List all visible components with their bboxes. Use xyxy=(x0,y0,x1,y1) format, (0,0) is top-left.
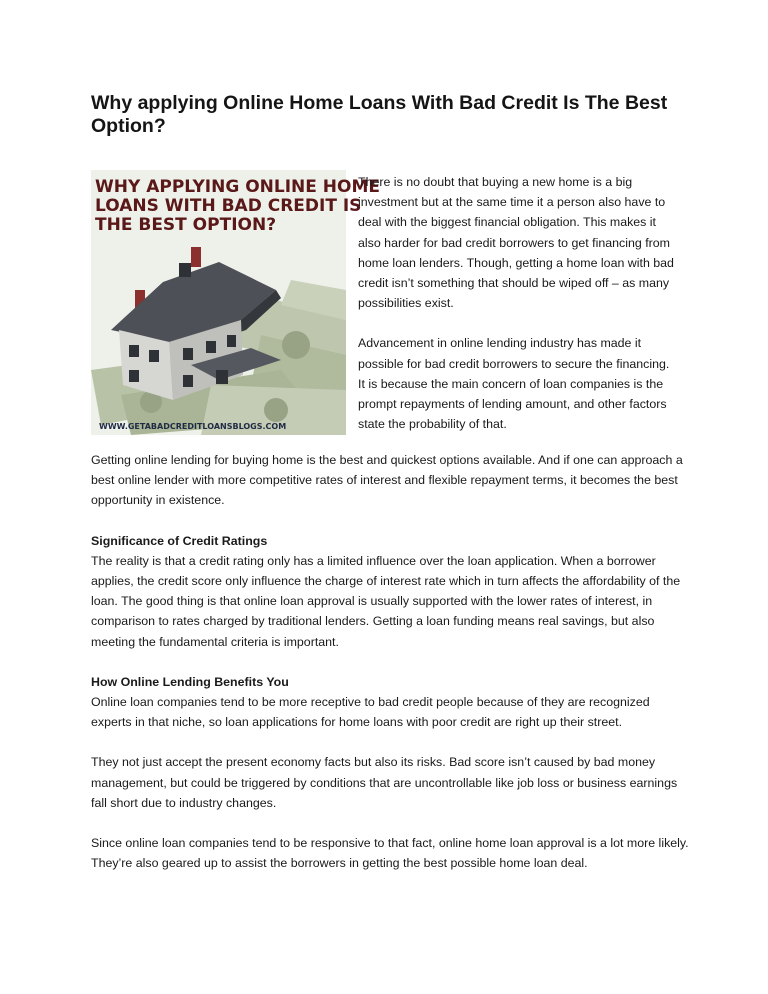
page-title: Why applying Online Home Loans With Bad Credit Is The Best Option? xyxy=(91,92,668,137)
side-paragraph: There is no doubt that buying a new home is a big investment but at the same time it a person also have to deal with the biggest financial obligation. This makes it also harder for bad credit borrowers to get financing from home loan lenders. Though, getting a home loan with bad credit isn’t something that should be wiped off – as many possibilities exist. xyxy=(358,175,674,311)
side-paragraph: Advancement in online lending industry has made it possible for bad credit borrowers to secure the financing. It is because the main concern of loan companies is the prompt repayments of lending amount, and other factors state the probability of that. xyxy=(358,336,670,432)
footer-url: WWW.GETABADCREDITLOANSBLOGS.COM xyxy=(99,422,287,431)
banner-line-1: WHY APPLYING ONLINE HOME xyxy=(95,177,381,197)
section-credit-ratings xyxy=(91,531,691,652)
banner-line-2: LOANS WITH BAD CREDIT IS xyxy=(95,196,362,216)
banner-line-3: THE BEST OPTION? xyxy=(95,215,277,235)
section-online-lending-benefits xyxy=(91,672,691,874)
house-money-illustration xyxy=(91,170,381,435)
section-heading: Significance of Credit Ratings xyxy=(91,533,268,548)
section-paragraph: The reality is that a credit rating only has a limited influence over the loan application. When a borrower applies, the credit score only influence the charge of interest rate which in turn affects the affordability of the loan. The good thing is that online loan approval is usually supported with the lower rates of interest, in comparison to rates charged by traditional lenders. Getting a loan funding means real savings, but also meeting the fundamental criteria is important. xyxy=(91,553,681,649)
section-paragraph: Since online loan companies tend to be responsive to that fact, online home loan approval is a lot more likely. They’re also geared up to assist the borrowers in getting the best possible home loan deal. xyxy=(91,836,689,871)
article-body xyxy=(91,450,691,893)
section-heading: How Online Lending Benefits You xyxy=(91,674,289,689)
intro-side-column xyxy=(358,172,678,454)
intro-paragraph: Getting online lending for buying home is the best and quickest options available. And if one can approach a best online lender with more competitive rates of interest and flexible repayment terms, it becomes the best opportunity in existence. xyxy=(91,453,683,508)
section-paragraph: They not just accept the present economy facts but also its risks. Bad score isn’t caused by bad money management, but could be triggered by conditions that are uncontrollable like job loss or business earnings fall short due to industry changes. xyxy=(91,755,678,810)
section-paragraph: Online loan companies tend to be more receptive to bad credit people because of they are recognized experts in that niche, so loan applications for home loans with poor credit are right up their street. xyxy=(91,695,650,730)
